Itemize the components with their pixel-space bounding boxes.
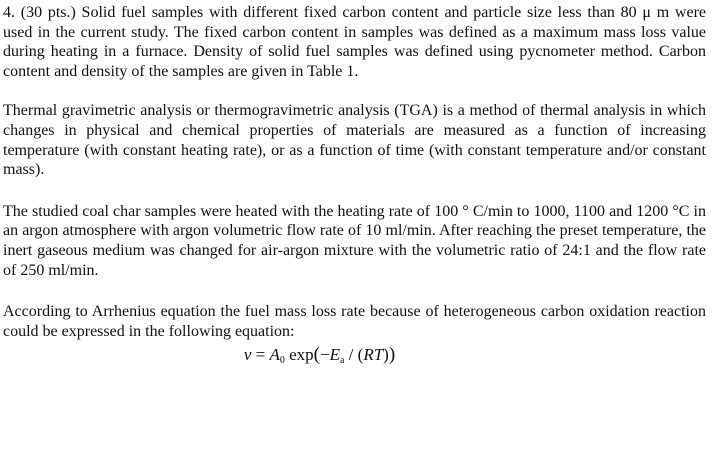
equation-activation-energy-symbol: E [329,345,340,365]
equation-preexponential-subscript: 0 [279,355,285,367]
equation-inner-open-paren: ( [357,345,364,365]
equation-gas-constant-symbol: R [363,345,374,365]
equation-activation-energy-subscript: a [339,355,345,367]
equation-preexponential-symbol: A [269,345,280,365]
paragraph-tga-definition: Thermal gravimetric analysis or thermogravimetric analysis (TGA) is a method of thermal analysis in which changes in physical and chemical properties of materials are measured as a function of increasing temperature (with constant heating rate), or as a function of time (with constant temperature and/or constant mass). [3,102,706,179]
arrhenius-equation [3,345,706,371]
equation-close-paren: ) [388,344,396,366]
equation-temperature-symbol: T [373,345,384,365]
paragraph-problem-intro: 4. (30 pts.) Solid fuel samples with different fixed carbon content and particle size less than 80 μ m were used in the current study. The fixed carbon content in samples was defined as a maximum mass loss value during heating in a furnace. Density of solid fuel samples was defined using pycnometer method. Carbon content and density of the samples are given in Table 1. [3,4,706,80]
equation-inner-close-paren: ) [383,345,389,365]
document-page [3,3,706,371]
paragraph-heating-procedure: The studied coal char samples were heated with the heating rate of 100 ° C/min to 1000, 1100 and 1200 °C in an argon atmosphere with argon volumetric flow rate of 10 ml/min. After reaching the preset temperature, the inert gaseous medium was changed for air-argon mixture with the volumetric ratio of 24:1 and the flow rate of 250 ml/min. [3,202,706,279]
equation-equals: = [251,345,270,365]
equation-open-paren: ( [313,344,320,366]
equation-exp-function: exp [284,345,314,365]
equation-division-slash: / [344,345,358,365]
equation-rate-symbol: v [243,345,252,365]
paragraph-arrhenius-intro: According to Arrhenius equation the fuel mass loss rate because of heterogeneous carbon oxidation reaction could be expressed in the following equation: [3,303,706,340]
equation-minus-sign: − [319,345,330,365]
